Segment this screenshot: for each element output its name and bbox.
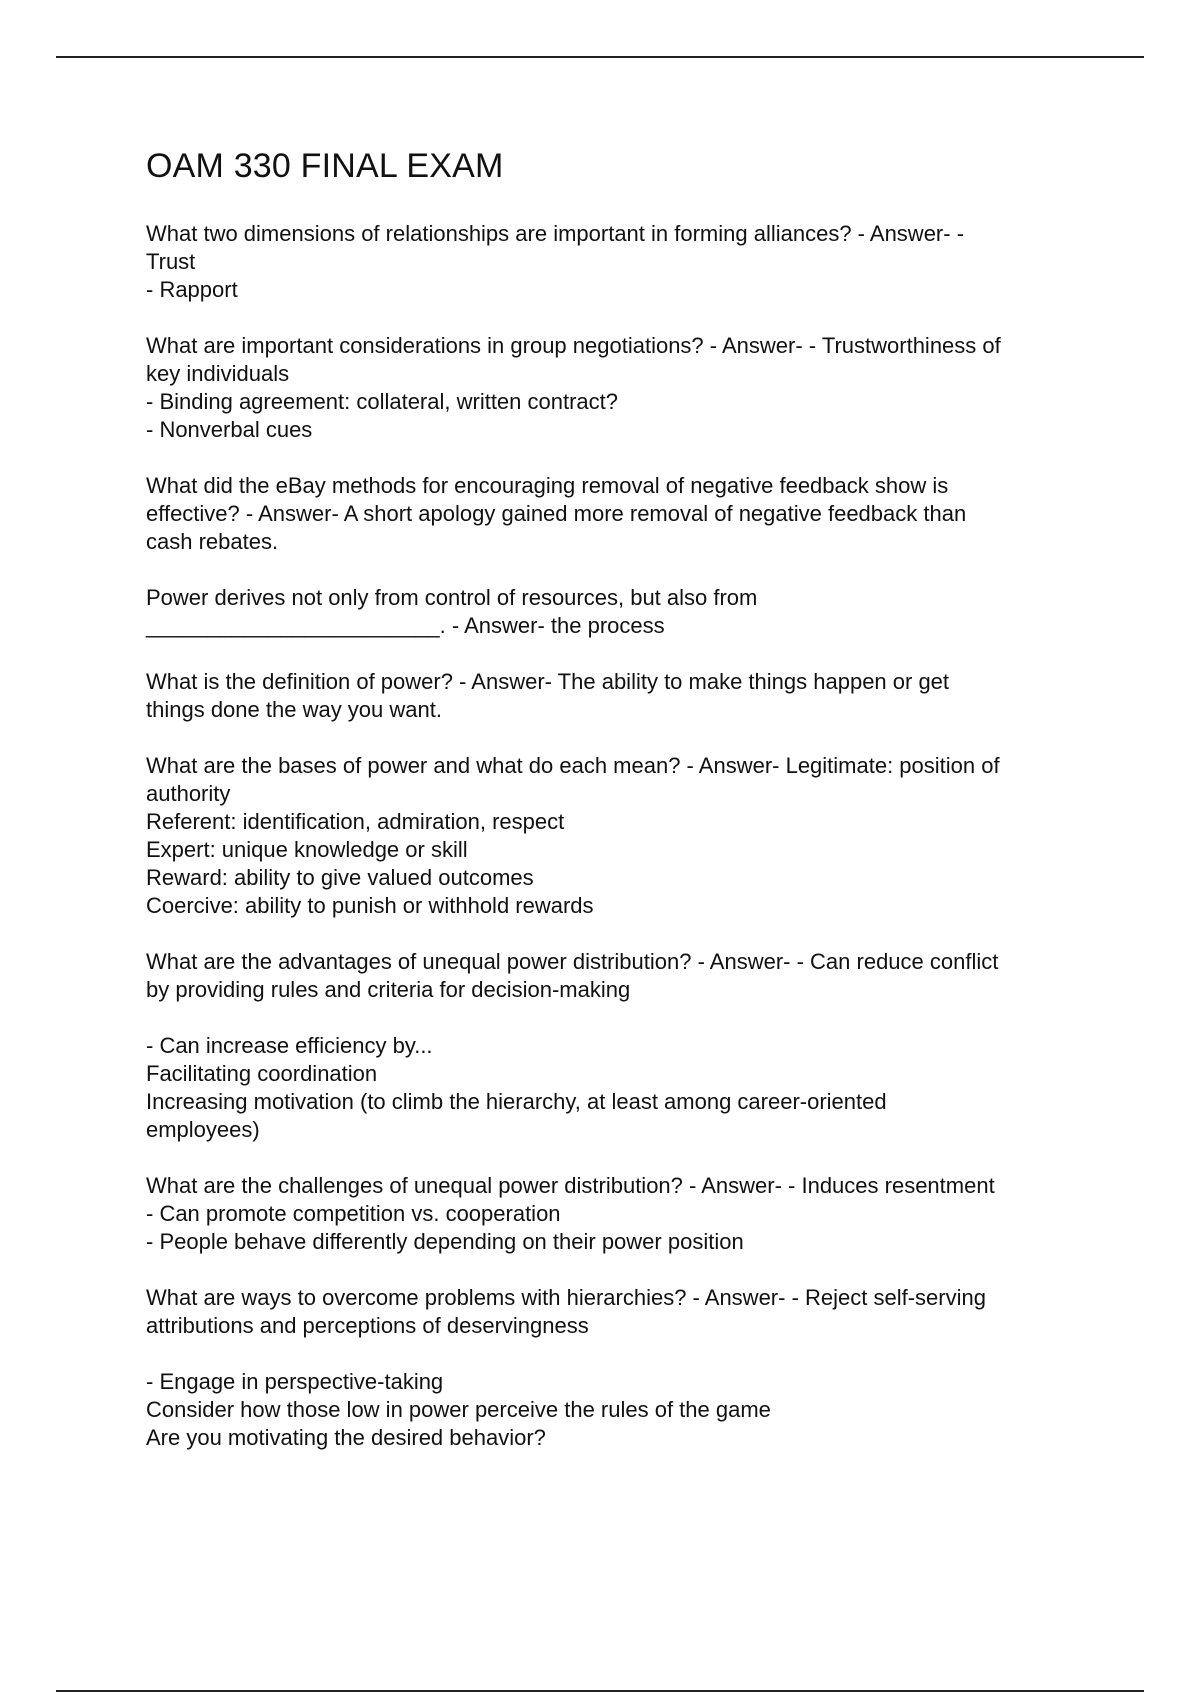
qa-line: What two dimensions of relationships are important in forming alliances? - Answer- - [146,221,965,246]
qa-line: Reward: ability to give valued outcomes [146,865,534,890]
qa-line: Referent: identification, admiration, respect [146,809,565,834]
qa-line [146,1004,1106,1032]
qa-entry [146,752,1106,920]
qa-line: by providing rules and criteria for decision-making [146,977,631,1002]
qa-entry [146,1284,1106,1452]
qa-entry [146,668,1106,724]
qa-line: Trust [146,249,196,274]
qa-line: What are the advantages of unequal power distribution? - Answer- - Can reduce conflict [146,949,999,974]
qa-line: things done the way you want. [146,697,442,722]
qa-line: Expert: unique knowledge or skill [146,837,468,862]
footer-rule [56,1690,1144,1692]
qa-line: What is the definition of power? - Answer- The ability to make things happen or get [146,669,950,694]
qa-entry [146,584,1106,640]
qa-line: What are the bases of power and what do each mean? - Answer- Legitimate: position of [146,753,1000,778]
qa-entry [146,332,1106,444]
qa-line: Are you motivating the desired behavior? [146,1425,546,1450]
qa-entry [146,1172,1106,1256]
qa-line: ________________________. - Answer- the process [146,613,665,638]
qa-line: - Binding agreement: collateral, written contract? [146,389,619,414]
qa-line: - Nonverbal cues [146,417,313,442]
qa-line: What are important considerations in group negotiations? - Answer- - Trustworthiness of [146,333,1001,358]
qa-line: effective? - Answer- A short apology gained more removal of negative feedback than [146,501,967,526]
qa-line: - People behave differently depending on their power position [146,1229,744,1254]
qa-line: authority [146,781,231,806]
qa-line: Coercive: ability to punish or withhold rewards [146,893,594,918]
qa-line: - Rapport [146,277,238,302]
qa-line [146,1340,1106,1368]
qa-entry [146,220,1106,304]
qa-line: cash rebates. [146,529,279,554]
qa-line: Increasing motivation (to climb the hierarchy, at least among career-oriented [146,1089,887,1114]
qa-line: - Engage in perspective-taking [146,1369,444,1394]
qa-line: key individuals [146,361,290,386]
document-body [146,140,1106,1480]
header-rule [56,56,1144,58]
qa-line: What are the challenges of unequal power distribution? - Answer- - Induces resentment [146,1173,995,1198]
qa-line: attributions and perceptions of deservingness [146,1313,589,1338]
qa-line: - Can promote competition vs. cooperation [146,1201,561,1226]
qa-line: Facilitating coordination [146,1061,378,1086]
qa-line: Power derives not only from control of resources, but also from [146,585,758,610]
qa-line: What are ways to overcome problems with hierarchies? - Answer- - Reject self-serving [146,1285,986,1310]
qa-entry [146,948,1106,1144]
page-title: OAM 330 FINAL EXAM [146,147,504,185]
qa-entry [146,472,1106,556]
qa-line: - Can increase efficiency by... [146,1033,433,1058]
qa-line: What did the eBay methods for encouraging removal of negative feedback show is [146,473,949,498]
qa-line: Consider how those low in power perceive the rules of the game [146,1397,771,1422]
qa-line: employees) [146,1117,260,1142]
